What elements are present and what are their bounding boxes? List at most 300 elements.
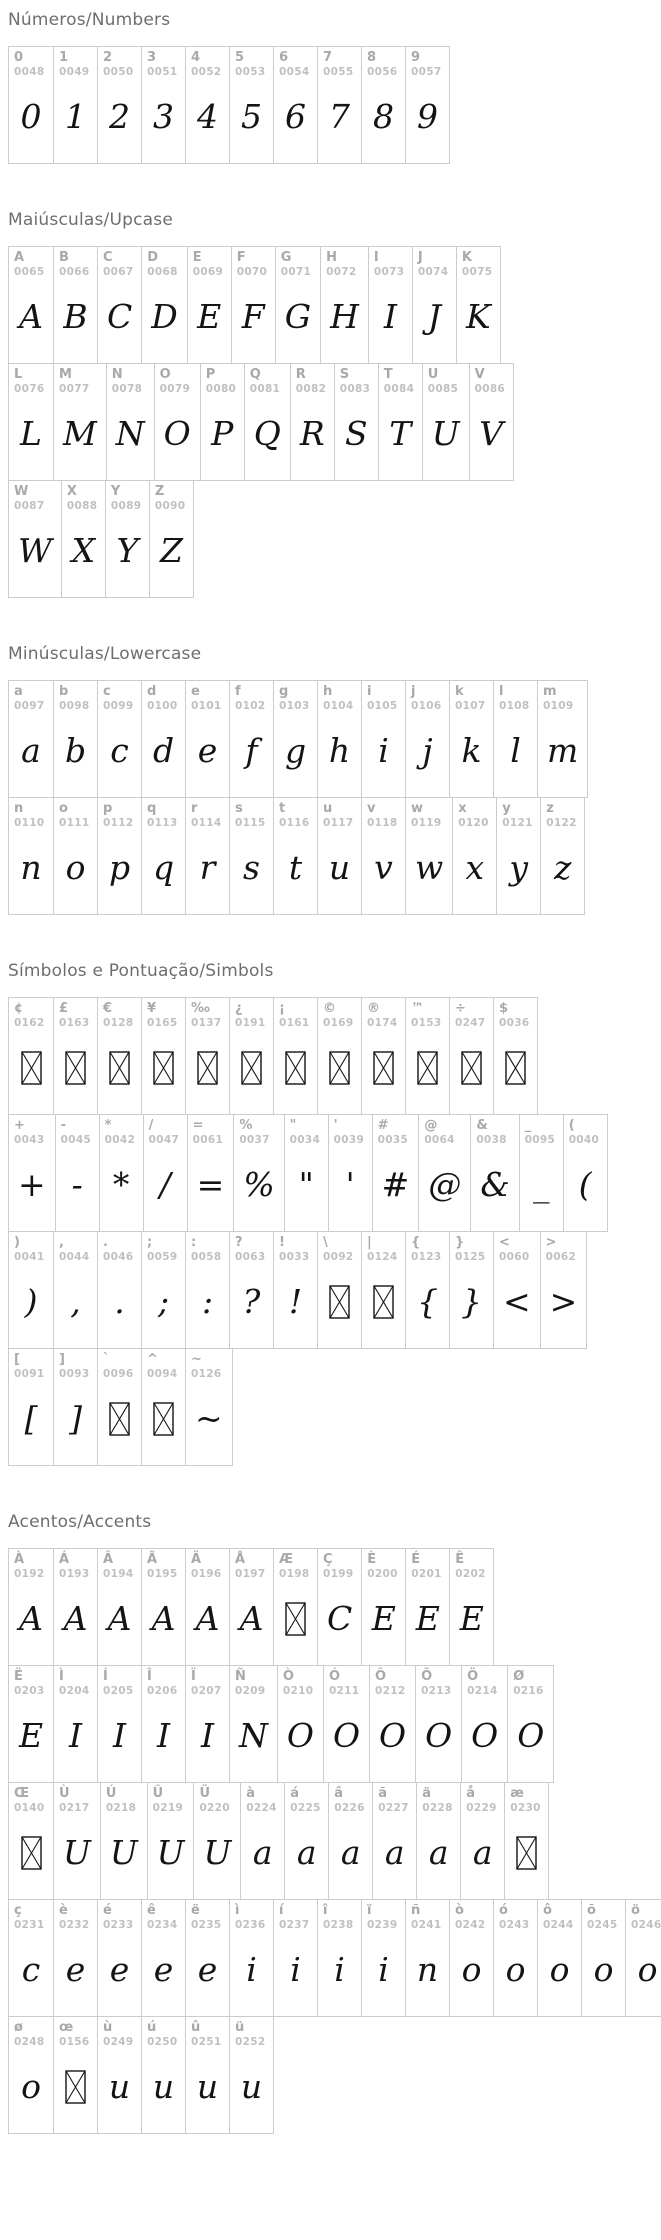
glyph-unicode-label: 0062 — [545, 1250, 577, 1263]
glyph-cell — [53, 998, 97, 1114]
glyph-unicode-label: 0058 — [191, 1250, 222, 1263]
glyph-char-label: [ — [14, 1352, 20, 1367]
glyph-char-label: ] — [59, 1352, 65, 1367]
glyph-char-label: Ù — [59, 1786, 70, 1801]
glyph-cell — [507, 1666, 553, 1782]
glyph-cell-header — [230, 1549, 273, 1580]
glyph-cell — [9, 798, 53, 914]
glyph-unicode-label: 0040 — [568, 1133, 600, 1146]
glyph-cell — [405, 1232, 449, 1348]
glyph-preview: B — [63, 297, 88, 336]
glyph-cell — [97, 247, 141, 363]
glyph-char-label: Ó — [328, 1669, 340, 1684]
glyph-cell — [405, 681, 449, 797]
glyph-preview: 0 — [20, 97, 42, 136]
glyph-preview: i — [290, 1950, 301, 1989]
glyph-cell-header — [142, 47, 185, 78]
glyph-preview — [406, 1029, 449, 1114]
glyph-cell — [361, 47, 405, 163]
glyph-preview — [274, 1580, 317, 1665]
notdef-glyph-icon — [21, 1836, 42, 1870]
glyph-cell — [317, 798, 361, 914]
glyph-preview: " — [298, 1165, 314, 1204]
glyph-preview: _ — [532, 1165, 550, 1204]
glyph-char-label: Ú — [105, 1786, 117, 1801]
glyph-cell — [229, 1549, 273, 1665]
glyph-unicode-label: 0251 — [191, 2035, 222, 2048]
glyph-cell — [449, 1232, 493, 1348]
glyph-preview: p — [108, 848, 131, 887]
glyph-cell — [187, 1115, 234, 1231]
glyph-preview: n — [416, 1950, 439, 1989]
glyph-char-label: Î — [147, 1669, 152, 1684]
glyph-unicode-label: 0219 — [152, 1801, 184, 1814]
glyph-preview: x — [465, 848, 485, 887]
glyph-preview: 3 — [153, 97, 174, 136]
glyph-cell-header — [142, 1349, 185, 1380]
glyph-char-label: L — [14, 367, 23, 382]
glyph-preview: @ — [428, 1165, 462, 1204]
glyph-char-label: ÷ — [455, 1001, 466, 1016]
glyph-preview: I — [68, 1716, 83, 1755]
glyph-unicode-label: 0116 — [279, 816, 310, 829]
glyph-unicode-label: 0140 — [14, 1801, 45, 1814]
glyph-char-label: Ë — [14, 1669, 23, 1684]
glyph-char-label: t — [279, 801, 286, 816]
glyph-cell — [405, 798, 452, 914]
glyph-row — [8, 997, 538, 1115]
glyph-unicode-label: 0037 — [239, 1133, 270, 1146]
glyph-char-label: Ç — [323, 1552, 333, 1567]
glyph-unicode-label: 0238 — [323, 1918, 354, 1931]
glyph-cell — [9, 1349, 53, 1465]
glyph-cell — [200, 364, 244, 480]
glyph-unicode-label: 0252 — [235, 2035, 266, 2048]
section-title: Números/Numbers — [8, 10, 171, 30]
glyph-char-label: ù — [103, 2020, 113, 2035]
glyph-char-label: ' — [333, 1118, 338, 1133]
glyph-cell-header — [101, 1783, 147, 1814]
glyph-unicode-label: 0218 — [105, 1801, 137, 1814]
glyph-cell-header — [362, 798, 405, 829]
glyph-cell-header — [54, 1783, 100, 1814]
notdef-glyph-icon — [516, 1836, 537, 1870]
glyph-char-label: ` — [103, 1352, 110, 1367]
glyph-unicode-label: 0193 — [59, 1567, 90, 1580]
glyph-unicode-label: 0199 — [323, 1567, 354, 1580]
glyph-unicode-label: 0033 — [279, 1250, 310, 1263]
glyph-unicode-label: 0204 — [59, 1684, 90, 1697]
glyph-cell — [229, 1900, 273, 2016]
glyph-preview: i — [378, 1950, 389, 1989]
glyph-preview: H — [330, 297, 359, 336]
glyph-row — [8, 680, 588, 798]
glyph-unicode-label: 0057 — [411, 65, 442, 78]
glyph-cell — [328, 1783, 372, 1899]
glyph-char-label: u — [323, 801, 333, 816]
glyph-cell-header — [9, 998, 53, 1029]
glyph-unicode-label: 0063 — [235, 1250, 266, 1263]
glyph-preview: . — [114, 1282, 125, 1321]
glyph-cell-header — [9, 1349, 53, 1380]
glyph-cell-header — [9, 481, 61, 512]
glyph-unicode-label: 0052 — [191, 65, 222, 78]
glyph-unicode-label: 0153 — [411, 1016, 442, 1029]
glyph-preview: E — [197, 297, 222, 336]
glyph-cell-header — [505, 1783, 548, 1814]
glyph-cell — [540, 798, 584, 914]
glyph-unicode-label: 0206 — [147, 1684, 178, 1697]
glyph-char-label: ü — [235, 2020, 245, 2035]
glyph-cell — [519, 1115, 563, 1231]
glyph-cell — [185, 798, 229, 914]
glyph-unicode-label: 0196 — [191, 1567, 222, 1580]
glyph-char-label: á — [290, 1786, 300, 1801]
glyph-cell-header — [362, 1232, 405, 1263]
notdef-glyph-icon — [153, 1402, 174, 1436]
glyph-preview: o — [461, 1950, 482, 1989]
glyph-char-label: = — [192, 1118, 204, 1133]
glyph-cell-header — [98, 1349, 141, 1380]
glyph-cell — [229, 681, 273, 797]
glyph-cell — [290, 364, 334, 480]
glyph-unicode-label: 0224 — [246, 1801, 277, 1814]
glyph-preview: A — [19, 1599, 43, 1638]
glyph-cell-header — [453, 798, 496, 829]
glyph-cell — [334, 364, 378, 480]
glyph-cell — [317, 681, 361, 797]
glyph-unicode-label: 0169 — [323, 1016, 354, 1029]
glyph-unicode-label: 0045 — [60, 1133, 92, 1146]
glyph-cell-header — [318, 998, 361, 1029]
glyph-cell-header — [417, 1783, 460, 1814]
glyph-cell — [97, 1666, 141, 1782]
glyph-row — [8, 1231, 587, 1349]
glyph-char-label: . — [103, 1235, 108, 1250]
glyph-preview: V — [479, 414, 504, 453]
glyph-cell — [55, 1115, 99, 1231]
glyph-preview — [274, 1029, 317, 1114]
glyph-cell-header — [626, 1900, 661, 1931]
glyph-char-label: ‰ — [191, 1001, 210, 1016]
glyph-cell-header — [194, 1783, 240, 1814]
glyph-char-label: / — [148, 1118, 154, 1133]
glyph-cell — [9, 47, 53, 163]
glyph-char-label: m — [543, 684, 557, 699]
glyph-cell — [185, 47, 229, 163]
glyph-cell-header — [98, 998, 141, 1029]
glyph-cell-header — [291, 364, 334, 395]
glyph-unicode-label: 0073 — [373, 265, 405, 278]
glyph-cell — [284, 1115, 328, 1231]
glyph-cell-header — [230, 47, 273, 78]
glyph-unicode-label: 0061 — [192, 1133, 224, 1146]
glyph-cell-header — [406, 681, 449, 712]
glyph-cell-header — [142, 1232, 185, 1263]
glyph-preview: ! — [288, 1282, 303, 1321]
glyph-preview — [54, 1029, 97, 1114]
notdef-glyph-icon — [285, 1051, 306, 1085]
glyph-cell-header — [9, 247, 53, 278]
glyph-cell-header — [318, 1232, 361, 1263]
glyph-cell-header — [142, 1900, 185, 1931]
glyph-map — [8, 10, 661, 2134]
glyph-char-label: ç — [14, 1903, 22, 1918]
glyph-cell-header — [54, 247, 97, 278]
glyph-cell — [563, 1115, 607, 1231]
glyph-unicode-label: 0205 — [103, 1684, 134, 1697]
glyph-preview: E — [415, 1599, 440, 1638]
glyph-preview: y — [509, 848, 529, 887]
glyph-cell-header — [142, 2017, 185, 2048]
glyph-cell-header — [379, 364, 422, 395]
glyph-preview: w — [415, 848, 444, 887]
glyph-preview: ( — [578, 1165, 592, 1204]
glyph-cell-header — [318, 1549, 361, 1580]
glyph-cell-header — [406, 1232, 449, 1263]
glyph-unicode-label: 0087 — [14, 499, 45, 512]
glyph-preview: * — [112, 1165, 130, 1204]
glyph-preview — [230, 1029, 273, 1114]
glyph-cell — [187, 247, 231, 363]
glyph-cell-header — [144, 1115, 187, 1146]
glyph-cell-header — [450, 681, 493, 712]
glyph-cell-header — [457, 247, 500, 278]
glyph-preview: U — [203, 1833, 232, 1872]
glyph-char-label: I — [373, 250, 379, 265]
glyph-cell-header — [186, 1232, 229, 1263]
glyph-cell — [378, 364, 422, 480]
glyph-preview: E — [459, 1599, 484, 1638]
glyph-preview: ? — [242, 1282, 261, 1321]
glyph-cell — [53, 2017, 97, 2133]
glyph-unicode-label: 0089 — [110, 499, 142, 512]
glyph-preview — [362, 1029, 405, 1114]
glyph-unicode-label: 0241 — [411, 1918, 442, 1931]
glyph-char-label: z — [546, 801, 554, 816]
glyph-preview: F — [241, 297, 265, 336]
glyph-cell — [416, 1783, 460, 1899]
glyph-preview: > — [549, 1282, 578, 1321]
glyph-preview: Y — [116, 531, 139, 570]
glyph-char-label: i — [367, 684, 372, 699]
glyph-cell-header — [142, 998, 185, 1029]
glyph-cell — [317, 1900, 361, 2016]
glyph-cell-header — [148, 1783, 194, 1814]
glyph-preview: E — [371, 1599, 396, 1638]
glyph-char-label: ø — [14, 2020, 23, 2035]
glyph-preview: [ — [24, 1399, 38, 1438]
glyph-unicode-label: 0228 — [422, 1801, 453, 1814]
glyph-unicode-label: 0229 — [466, 1801, 497, 1814]
glyph-unicode-label: 0051 — [147, 65, 178, 78]
glyph-cell — [625, 1900, 661, 2016]
glyph-cell — [422, 364, 469, 480]
glyph-preview: N — [115, 414, 145, 453]
glyph-cell-header — [142, 798, 185, 829]
glyph-preview: i — [334, 1950, 345, 1989]
glyph-unicode-label: 0075 — [461, 265, 493, 278]
glyph-preview: W — [18, 531, 52, 570]
notdef-glyph-icon — [109, 1051, 130, 1085]
glyph-char-label: Õ — [421, 1669, 433, 1684]
glyph-char-label: f — [235, 684, 241, 699]
glyph-preview: e — [109, 1950, 130, 1989]
glyph-unicode-label: 0054 — [279, 65, 310, 78]
glyph-char-label: F — [236, 250, 246, 265]
glyph-unicode-label: 0231 — [14, 1918, 45, 1931]
glyph-cell — [317, 47, 361, 163]
notdef-glyph-icon — [153, 1051, 174, 1085]
glyph-unicode-label: 0111 — [59, 816, 90, 829]
glyph-preview: A — [63, 1599, 88, 1638]
glyph-preview: u — [108, 2067, 131, 2106]
glyph-unicode-label: 0072 — [326, 265, 357, 278]
glyph-unicode-label: 0165 — [147, 1016, 178, 1029]
glyph-cell — [449, 681, 493, 797]
glyph-cell — [317, 1232, 361, 1348]
glyph-row — [8, 797, 585, 915]
glyph-cell-header — [274, 1549, 317, 1580]
glyph-cell — [273, 998, 317, 1114]
glyph-cell-header — [362, 1549, 405, 1580]
glyph-cell-header — [56, 1115, 99, 1146]
glyph-cell — [229, 2017, 273, 2133]
glyph-preview: u — [152, 2067, 175, 2106]
glyph-cell-header — [186, 1549, 229, 1580]
glyph-preview: f — [245, 731, 258, 770]
glyph-cell — [418, 1115, 470, 1231]
notdef-glyph-icon — [329, 1051, 350, 1085]
glyph-cell-header — [9, 1783, 53, 1814]
glyph-char-label: í — [279, 1903, 284, 1918]
glyph-cell — [320, 247, 368, 363]
font-section-uppercase — [8, 210, 661, 598]
glyph-cell-header — [98, 47, 141, 78]
glyph-cell — [97, 1349, 141, 1465]
glyph-char-label: û — [191, 2020, 201, 2035]
glyph-unicode-label: 0128 — [103, 1016, 134, 1029]
glyph-cell — [537, 1900, 581, 2016]
glyph-char-label: ¥ — [147, 1001, 157, 1016]
glyph-cell — [273, 1900, 317, 2016]
glyph-unicode-label: 0065 — [14, 265, 45, 278]
glyph-preview: < — [503, 1282, 531, 1321]
glyph-cell — [97, 998, 141, 1114]
glyph-cell-header — [362, 681, 405, 712]
glyph-cell — [372, 1783, 416, 1899]
glyph-char-label: ? — [235, 1235, 243, 1250]
glyph-char-label: ï — [367, 1903, 372, 1918]
glyph-char-label: â — [334, 1786, 344, 1801]
glyph-char-label: H — [326, 250, 337, 265]
glyph-preview: D — [151, 297, 178, 336]
glyph-char-label: w — [411, 801, 424, 816]
glyph-cell — [368, 247, 412, 363]
glyph-unicode-label: 0214 — [467, 1684, 498, 1697]
glyph-unicode-label: 0249 — [103, 2035, 134, 2048]
glyph-preview: S — [344, 414, 368, 453]
glyph-unicode-label: 0203 — [14, 1684, 45, 1697]
glyph-char-label: O — [159, 367, 171, 382]
glyph-unicode-label: 0092 — [323, 1250, 354, 1263]
glyph-unicode-label: 0096 — [103, 1367, 134, 1380]
glyph-char-label: d — [147, 684, 157, 699]
glyph-preview: o — [637, 1950, 658, 1989]
glyph-unicode-label: 0108 — [499, 699, 530, 712]
glyph-preview — [318, 1029, 361, 1114]
glyph-cell-header — [186, 2017, 229, 2048]
glyph-preview: i — [378, 731, 389, 770]
glyph-preview: O — [517, 1716, 545, 1755]
glyph-unicode-label: 0064 — [424, 1133, 455, 1146]
glyph-cell — [143, 1115, 187, 1231]
notdef-glyph-icon — [109, 1402, 130, 1436]
glyph-cell-header — [142, 1549, 185, 1580]
glyph-cell — [469, 364, 513, 480]
glyph-cell-header — [245, 364, 290, 395]
glyph-cell-header — [462, 1666, 507, 1697]
glyph-cell — [405, 998, 449, 1114]
section-title: Maiúsculas/Upcase — [8, 210, 173, 230]
glyph-cell-header — [9, 364, 53, 395]
glyph-cell — [100, 1783, 147, 1899]
glyph-char-label: 1 — [59, 50, 69, 65]
glyph-unicode-label: 0066 — [59, 265, 90, 278]
glyph-cell — [97, 1549, 141, 1665]
glyph-cell-header — [9, 798, 53, 829]
glyph-cell — [97, 1232, 141, 1348]
glyph-unicode-label: 0055 — [323, 65, 354, 78]
glyph-preview: u — [328, 848, 351, 887]
glyph-preview: o — [21, 2067, 41, 2106]
glyph-unicode-label: 0100 — [147, 699, 178, 712]
glyph-cell — [53, 1549, 97, 1665]
glyph-cell-header — [470, 364, 513, 395]
glyph-preview: K — [466, 297, 491, 336]
glyph-preview: I — [112, 1716, 127, 1755]
glyph-preview: T — [389, 414, 412, 453]
glyph-unicode-label: 0248 — [14, 2035, 45, 2048]
glyph-unicode-label: 0209 — [235, 1684, 266, 1697]
glyph-cell — [185, 1666, 229, 1782]
glyph-preview: G — [284, 297, 312, 336]
glyph-unicode-label: 0068 — [147, 265, 178, 278]
glyph-cell-header — [234, 1115, 283, 1146]
glyph-cell-header — [9, 1115, 55, 1146]
glyph-char-label: Ê — [455, 1552, 465, 1567]
glyph-preview: a — [252, 1833, 273, 1872]
glyph-preview: a — [472, 1833, 493, 1872]
glyph-cell-header — [274, 681, 317, 712]
glyph-cell-header — [98, 2017, 141, 2048]
glyph-char-label: q — [147, 801, 157, 816]
glyph-char-label: > — [545, 1235, 557, 1250]
glyph-char-label: Ï — [191, 1669, 196, 1684]
glyph-cell — [493, 1900, 537, 2016]
glyph-cell-header — [450, 998, 493, 1029]
glyph-unicode-label: 0242 — [455, 1918, 486, 1931]
glyph-preview — [186, 1029, 229, 1114]
glyph-preview: L — [20, 414, 42, 453]
glyph-preview: 1 — [65, 97, 86, 136]
glyph-cell-header — [520, 1115, 563, 1146]
glyph-char-label: à — [246, 1786, 256, 1801]
glyph-char-label: Å — [235, 1552, 246, 1567]
glyph-preview: n — [20, 848, 42, 887]
glyph-char-label: Ü — [199, 1786, 210, 1801]
font-section-accents — [8, 1512, 661, 2134]
